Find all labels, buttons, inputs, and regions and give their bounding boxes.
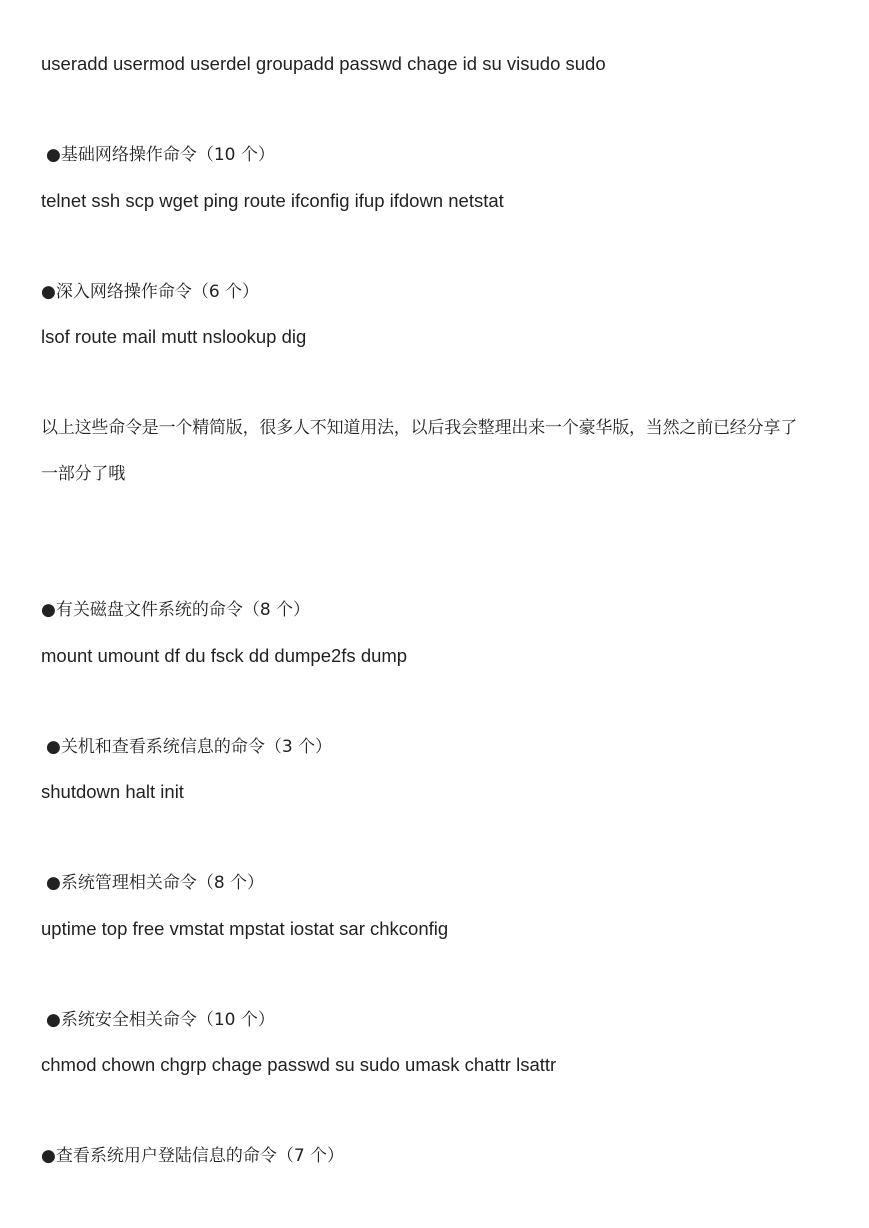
user-commands-list: useradd usermod userdel groupadd passwd chage id su visudo sudo	[41, 53, 606, 74]
heading-basic-network: ●基础网络操作命令（10 个）	[46, 145, 275, 165]
heading-system-security: ●系统安全相关命令（10 个）	[46, 1010, 275, 1030]
note-paragraph-line-2: 一部分了哦	[41, 464, 125, 484]
basic-network-commands-list: telnet ssh scp wget ping route ifconfig ifup ifdown netstat	[41, 190, 504, 211]
heading-system-management: ●系统管理相关命令（8 个）	[46, 873, 265, 893]
heading-disk-filesystem: ●有关磁盘文件系统的命令（8 个）	[41, 600, 311, 620]
shutdown-commands-list: shutdown halt init	[41, 781, 184, 802]
system-security-commands-list: chmod chown chgrp chage passwd su sudo umask chattr lsattr	[41, 1054, 557, 1075]
advanced-network-commands-list: lsof route mail mutt nslookup dig	[41, 326, 307, 347]
disk-filesystem-commands-list: mount umount df du fsck dd dumpe2fs dump	[41, 645, 408, 666]
note-paragraph-line-1: 以上这些命令是一个精简版，很多人不知道用法，以后我会整理出来一个豪华版，当然之前已经分享了	[41, 418, 797, 438]
system-management-commands-list: uptime top free vmstat mpstat iostat sar chkconfig	[41, 918, 449, 939]
heading-user-login-info: ●查看系统用户登陆信息的命令（7 个）	[41, 1146, 345, 1166]
heading-shutdown-sysinfo: ●关机和查看系统信息的命令（3 个）	[46, 737, 333, 757]
heading-advanced-network: ●深入网络操作命令（6 个）	[41, 282, 260, 302]
